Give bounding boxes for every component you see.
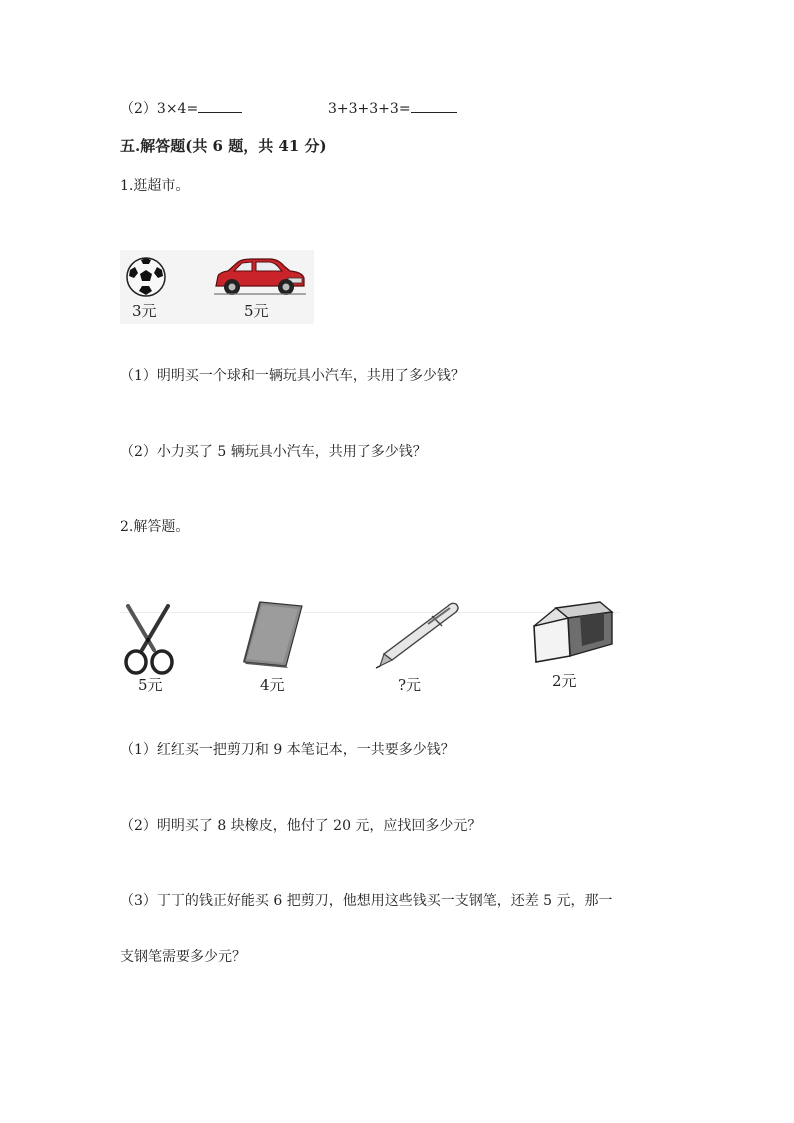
ball-price: 3元 (132, 302, 157, 320)
notebook-icon (242, 600, 304, 670)
scissors-price: 5元 (138, 676, 163, 694)
eraser-price: 2元 (552, 672, 577, 690)
question-2-sub-2: （2）明明买了 8 块橡皮，他付了 20 元，应找回多少元？ (120, 818, 482, 834)
question-2-title: 2.解答题。 (120, 519, 190, 535)
question-1-sub-1: （1）明明买一个球和一辆玩具小汽车，共用了多少钱？ (120, 368, 465, 384)
prev-question-row (120, 98, 242, 118)
question-2-figure (120, 598, 620, 698)
answer-blank-1[interactable] (198, 98, 242, 113)
pen-price: ?元 (398, 676, 422, 694)
notebook-price: 4元 (260, 676, 285, 694)
question-2-sub-1: （1）红红买一把剪刀和 9 本笔记本，一共要多少钱？ (120, 742, 455, 758)
question-2-sub-3-line-1: （3）丁丁的钱正好能买 6 把剪刀，他想用这些钱买一支钢笔，还差 5 元，那一 (120, 893, 613, 909)
soccer-ball-icon (125, 256, 167, 298)
prev-question-row-2 (328, 98, 457, 118)
pen-icon (372, 600, 462, 670)
part-label: （2） (120, 101, 157, 117)
car-price: 5元 (244, 302, 269, 320)
question-1-sub-2: （2）小力买了 5 辆玩具小汽车，共用了多少钱？ (120, 444, 427, 460)
expression-1: 3×4= (156, 101, 199, 117)
question-2-sub-3-line-2: 支钢笔需要多少元？ (120, 949, 246, 965)
toy-car-icon (212, 254, 308, 298)
section-heading: 五.解答题(共 6 题，共 41 分) (120, 137, 327, 155)
answer-blank-2[interactable] (411, 98, 457, 113)
scissors-icon (122, 604, 174, 676)
question-1-figure (120, 250, 314, 324)
question-1-title: 1.逛超市。 (120, 178, 190, 194)
eraser-icon (532, 600, 616, 666)
expression-2: 3+3+3+3= (328, 101, 411, 117)
